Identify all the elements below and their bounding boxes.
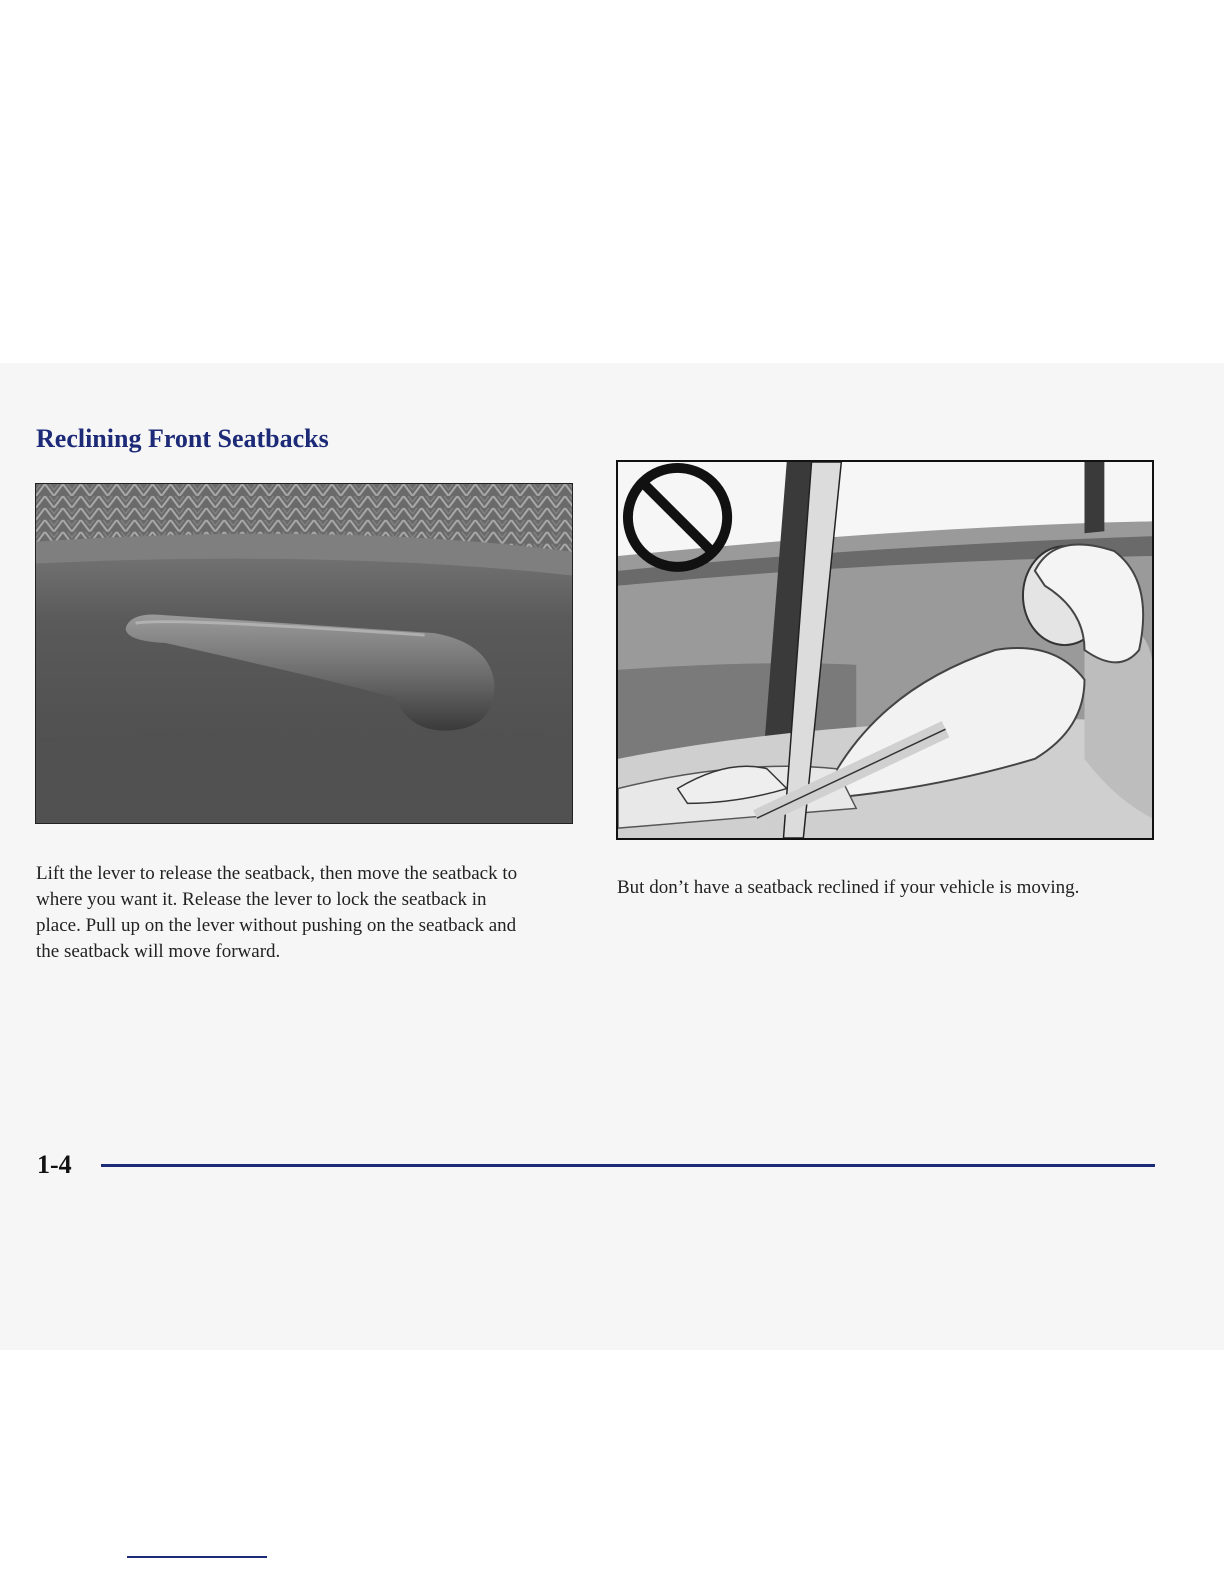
bottom-margin-mark: [127, 1556, 267, 1558]
section-heading: Reclining Front Seatbacks: [36, 424, 329, 453]
recline-warning-paragraph: But don’t have a seatback reclined if your vehicle is moving.: [617, 877, 1080, 898]
footer-rule: [101, 1164, 1155, 1167]
page-number: 1-4: [37, 1150, 72, 1179]
seatback-lever-photo: [35, 483, 573, 824]
reclined-passenger-illustration: [616, 460, 1154, 840]
lever-instructions-paragraph: Lift the lever to release the seatback, then move the seatback to where you want it. Release the lever to lock the seatback in place. Pull up on the lever without pushing on the seatback and the seatback will move forward.: [36, 863, 518, 962]
